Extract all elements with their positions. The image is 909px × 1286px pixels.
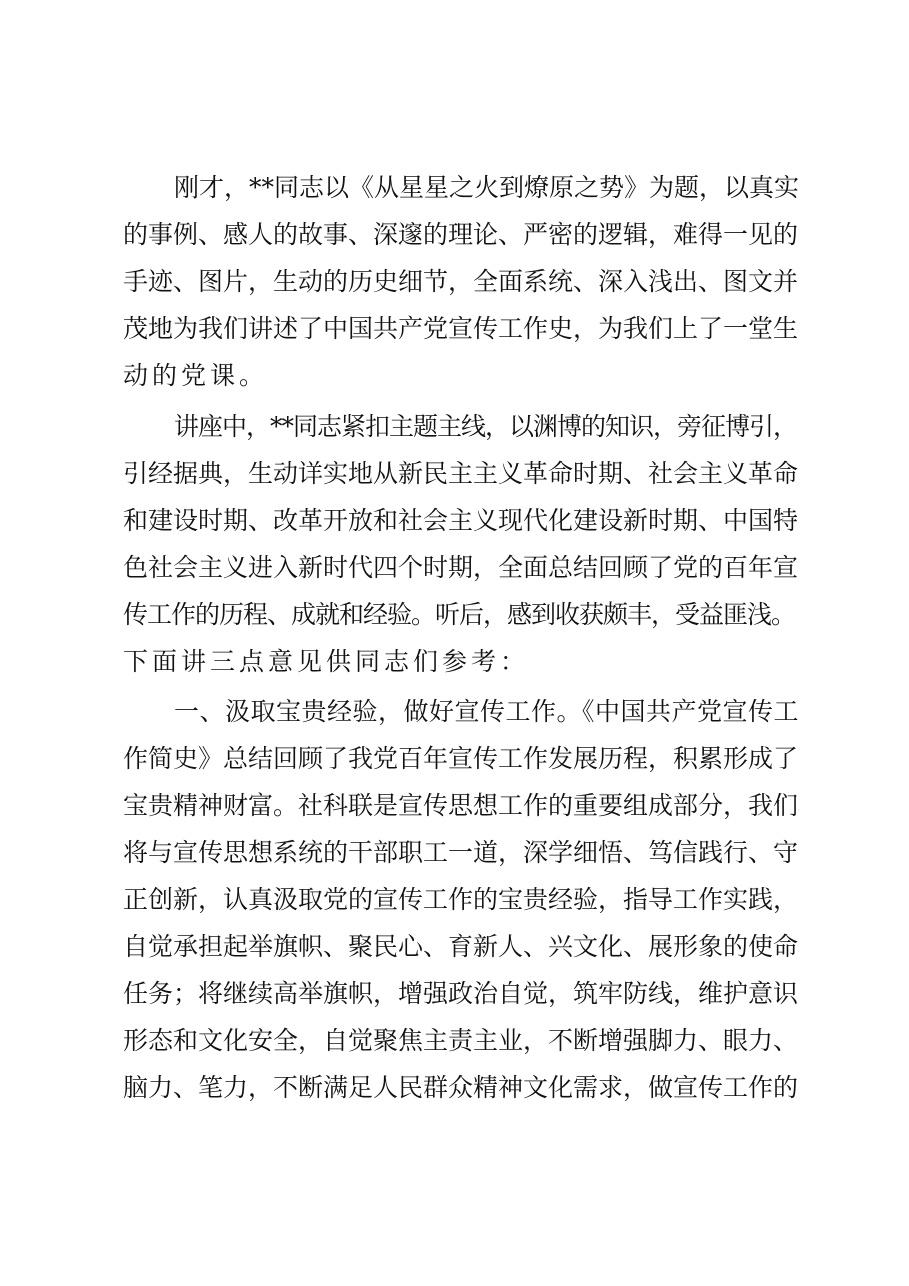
paragraph-2-line-3: 和建设时期、改革开放和社会主义现代化建设新时期、中国特 [123,506,799,535]
paragraph-1-line-2: 的事例、感人的故事、深邃的理论、严密的逻辑，难得一见的 [123,220,799,249]
paragraph-1-line-3: 手迹、图片，生动的历史细节，全面系统、深入浅出、图文并 [123,267,799,296]
paragraph-2-line-6: 下面讲三点意见供同志们参考： [123,647,530,676]
paragraph-2-line-5: 传工作的历程、成就和经验。听后，感到收获颇丰，受益匪浅。 [123,600,796,629]
paragraph-3-line-9: 脑力、笔力，不断满足人民群众精神文化需求，做宣传工作的 [123,1073,799,1102]
paragraph-3-line-4: 将与宣传思想系统的干部职工一道，深学细悟、笃信践行、守 [123,838,799,867]
paragraph-3-line-6: 自觉承担起举旗帜、聚民心、育新人、兴文化、展形象的使命 [123,932,799,961]
paragraph-3-line-7: 任务；将继续高举旗帜，增强政治自觉，筑牢防线，维护意识 [123,979,799,1008]
paragraph-1-line-4: 茂地为我们讲述了中国共产党宣传工作史，为我们上了一堂生 [123,314,799,343]
paragraph-3-line-1: 一、汲取宝贵经验，做好宣传工作。《中国共产党宣传工 [174,697,800,726]
paragraph-2-line-4: 色社会主义进入新时代四个时期，全面总结回顾了党的百年宣 [123,553,799,582]
paragraph-2-line-1: 讲座中，**同志紧扣主题主线，以渊博的知识，旁征博引， [174,412,798,441]
paragraph-3-line-2: 作简史》总结回顾了我党百年宣传工作发展历程，积累形成了 [123,744,799,773]
paragraph-3-line-8: 形态和文化安全，自觉聚焦主责主业，不断增强脚力、眼力、 [123,1026,799,1055]
paragraph-1-line-1: 刚才，**同志以《从星星之火到燎原之势》为题，以真实 [174,173,800,202]
paragraph-2-line-2: 引经据典，生动详实地从新民主主义革命时期、社会主义革命 [123,459,799,488]
paragraph-3-line-3: 宝贵精神财富。社科联是宣传思想工作的重要组成部分，我们 [123,791,799,820]
paragraph-3-line-5: 正创新，认真汲取党的宣传工作的宝贵经验，指导工作实践， [123,885,799,914]
paragraph-1-line-5: 动的党课。 [123,361,269,390]
